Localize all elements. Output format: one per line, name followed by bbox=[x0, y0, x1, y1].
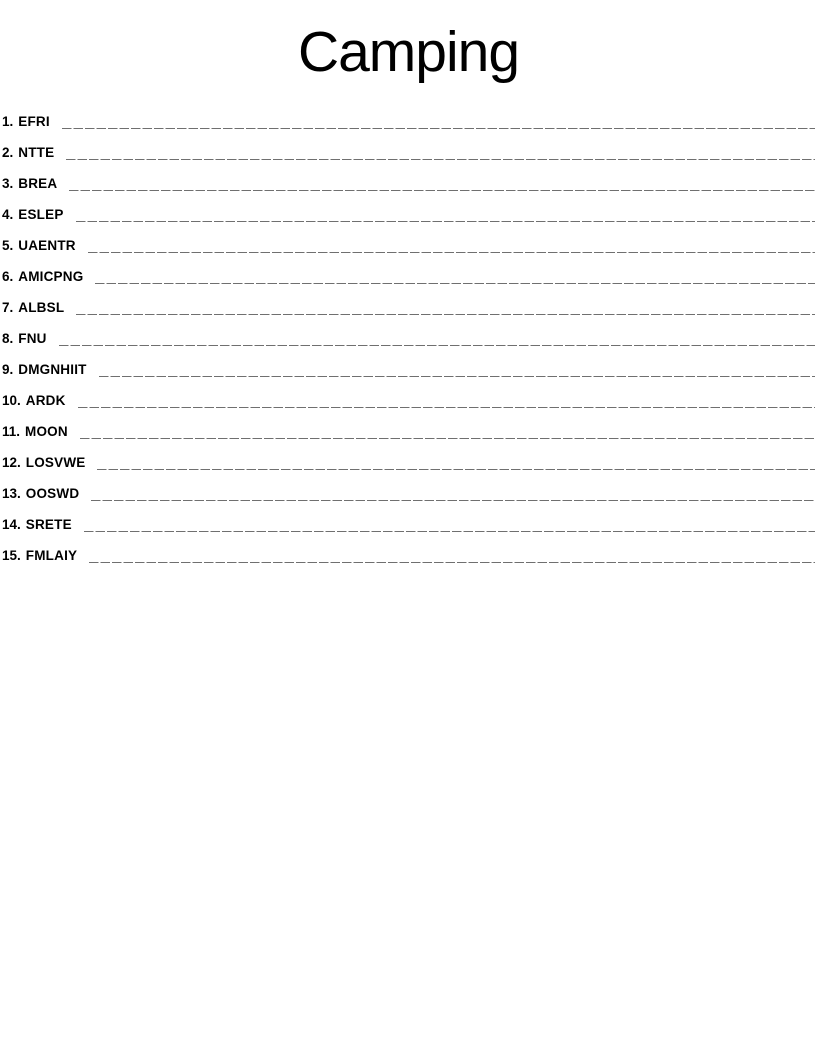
answer-blank bbox=[66, 137, 815, 168]
answer-blank bbox=[95, 261, 815, 292]
answer-blank bbox=[91, 478, 815, 509]
word-scramble-item bbox=[2, 478, 815, 509]
answer-blank bbox=[88, 230, 815, 261]
word-scramble-item bbox=[2, 509, 815, 540]
item-number: 10. bbox=[2, 393, 21, 408]
answer-blank bbox=[97, 447, 815, 478]
answer-blank bbox=[69, 168, 815, 199]
scrambled-word: DMGNHIIT bbox=[18, 362, 87, 377]
word-scramble-item bbox=[2, 354, 815, 385]
scrambled-word: LOSVWE bbox=[25, 455, 86, 470]
item-number: 3. bbox=[2, 176, 14, 191]
word-scramble-item bbox=[2, 199, 815, 230]
word-scramble-item bbox=[2, 137, 815, 168]
answer-blank bbox=[80, 416, 815, 447]
scrambled-word: FNU bbox=[18, 331, 47, 346]
word-scramble-item bbox=[2, 416, 815, 447]
word-scramble-item bbox=[2, 323, 815, 354]
answer-blank bbox=[84, 509, 815, 540]
item-number: 13. bbox=[2, 486, 21, 501]
word-scramble-item bbox=[2, 385, 815, 416]
item-number: 14. bbox=[2, 517, 21, 532]
word-scramble-item bbox=[2, 168, 815, 199]
item-number: 8. bbox=[2, 331, 14, 346]
item-number: 1. bbox=[2, 114, 14, 129]
item-number: 6. bbox=[2, 269, 14, 284]
word-scramble-item bbox=[2, 261, 815, 292]
word-scramble-item bbox=[2, 540, 815, 571]
answer-blank bbox=[99, 354, 815, 385]
item-number: 7. bbox=[2, 300, 14, 315]
scrambled-word: ARDK bbox=[25, 393, 66, 408]
scrambled-word: OOSWD bbox=[25, 486, 80, 501]
scrambled-word: ESLEP bbox=[18, 207, 64, 222]
scrambled-word: BREA bbox=[18, 176, 58, 191]
answer-blank bbox=[76, 199, 815, 230]
scrambled-word: UAENTR bbox=[18, 238, 76, 253]
answer-blank bbox=[59, 323, 815, 354]
word-scramble-item bbox=[2, 447, 815, 478]
scrambled-word: NTTE bbox=[18, 145, 55, 160]
page-title: Camping bbox=[297, 20, 520, 84]
word-scramble-item bbox=[2, 292, 815, 323]
item-number: 15. bbox=[2, 548, 21, 563]
scrambled-word: FMLAIY bbox=[25, 548, 78, 563]
scrambled-word: SRETE bbox=[25, 517, 72, 532]
answer-blank bbox=[78, 385, 815, 416]
word-scramble-list bbox=[2, 106, 815, 571]
scrambled-word: ALBSL bbox=[18, 300, 65, 315]
scrambled-word: EFRI bbox=[18, 114, 50, 129]
item-number: 2. bbox=[2, 145, 14, 160]
item-number: 11. bbox=[2, 424, 21, 439]
item-number: 9. bbox=[2, 362, 14, 377]
scrambled-word: MOON bbox=[25, 424, 68, 439]
answer-blank bbox=[89, 540, 815, 571]
answer-blank bbox=[76, 292, 815, 323]
scrambled-word: AMICPNG bbox=[18, 269, 84, 284]
item-number: 5. bbox=[2, 238, 14, 253]
word-scramble-item bbox=[2, 106, 815, 137]
answer-blank bbox=[62, 106, 815, 137]
word-scramble-item bbox=[2, 230, 815, 261]
item-number: 4. bbox=[2, 207, 14, 222]
item-number: 12. bbox=[2, 455, 21, 470]
